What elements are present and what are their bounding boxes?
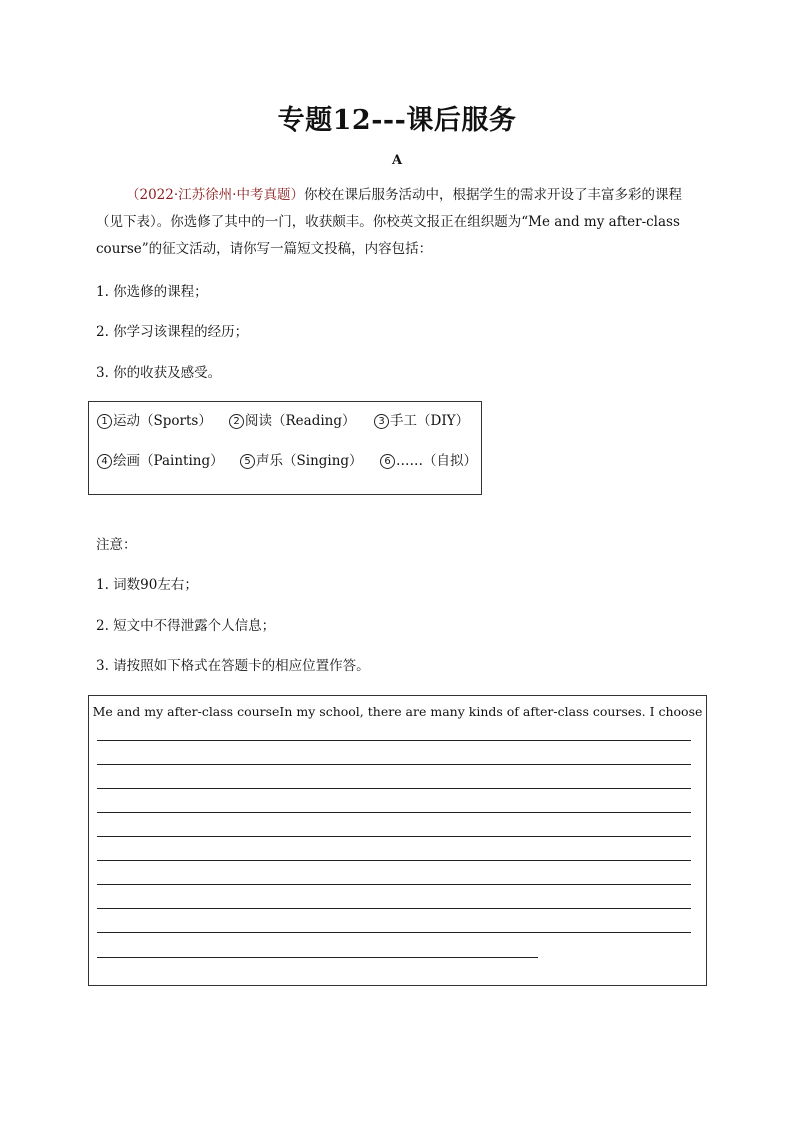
circled-number: 4 xyxy=(97,454,112,469)
note-3: 3. 请按照如下格式在答题卡的相应位置作答。 xyxy=(96,658,370,674)
intro-paragraph xyxy=(96,182,700,263)
course-label: 运动（Sports） xyxy=(113,413,212,429)
course-cell xyxy=(380,449,477,469)
writing-line xyxy=(97,836,691,837)
circled-number: 6 xyxy=(380,454,395,469)
writing-line xyxy=(97,957,538,958)
circled-number: 3 xyxy=(374,414,389,429)
source-citation: （2022·江苏徐州·中考真题） xyxy=(126,187,304,203)
course-label: 阅读（Reading） xyxy=(245,413,356,429)
answer-first-line: Me and my after-class courseIn my school, there are many kinds of after-class courses. I choose xyxy=(92,704,703,719)
writing-line xyxy=(97,884,691,885)
circled-number: 5 xyxy=(240,454,255,469)
course-table xyxy=(88,401,482,495)
course-cell xyxy=(240,449,363,469)
circled-number: 2 xyxy=(229,414,244,429)
course-cell xyxy=(374,409,469,429)
course-label: ……（自拟） xyxy=(396,453,477,469)
course-cell xyxy=(97,449,224,469)
writing-line xyxy=(97,788,691,789)
note-1: 1. 词数90左右； xyxy=(96,577,198,593)
note-2: 2. 短文中不得泄露个人信息； xyxy=(96,618,276,634)
course-label: 绘画（Painting） xyxy=(113,453,224,469)
writing-line xyxy=(97,932,691,933)
writing-line xyxy=(97,812,691,813)
course-label: 手工（DIY） xyxy=(390,413,470,429)
writing-line xyxy=(97,860,691,861)
course-cell xyxy=(229,409,356,429)
content-point-3: 3. 你的收获及感受。 xyxy=(96,365,222,381)
section-label: A xyxy=(391,153,403,168)
writing-line xyxy=(97,764,691,765)
writing-line xyxy=(97,908,691,909)
course-cell xyxy=(97,409,212,429)
writing-line xyxy=(97,740,691,741)
page-title: 专题12---课后服务 xyxy=(277,105,517,136)
intro-text: 你校在课后服务活动中，根据学生的需求开设了丰富多彩的课程（见下表）。你选修了其中的一门，收获颇丰。你校英文报正在组织题为“Me and my after-class course”的征文活动，请你写一篇短文投稿，内容包括： xyxy=(96,187,682,257)
circled-number: 1 xyxy=(97,414,112,429)
notes-heading: 注意： xyxy=(96,537,137,553)
content-point-1: 1. 你选修的课程； xyxy=(96,284,208,300)
content-point-2: 2. 你学习该课程的经历； xyxy=(96,324,249,340)
answer-box xyxy=(88,695,707,986)
course-label: 声乐（Singing） xyxy=(256,453,363,469)
